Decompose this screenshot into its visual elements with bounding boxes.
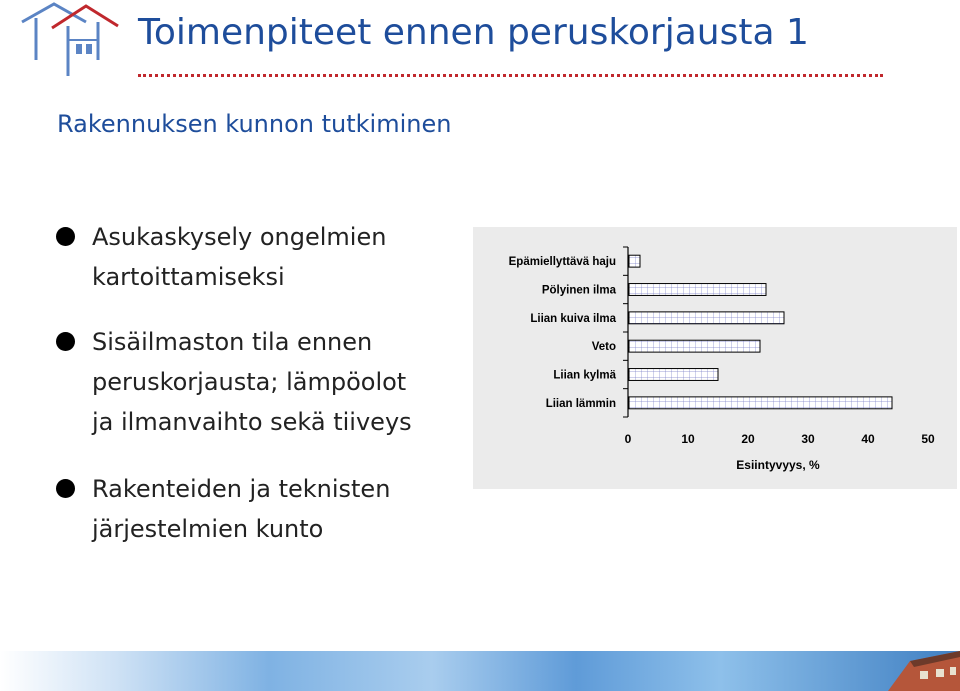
x-tick-label: 0	[624, 432, 632, 446]
bar	[629, 397, 892, 409]
x-tick-label: 10	[681, 432, 695, 446]
bullet-line: ja ilmanvaihto sekä tiiveys	[92, 408, 412, 436]
footer-banner	[0, 651, 960, 691]
chart-panel	[473, 227, 957, 489]
bullet-text	[92, 217, 386, 297]
y-tick-label: Liian kuiva ilma	[530, 312, 616, 325]
bullet-line: kartoittamiseksi	[92, 263, 285, 291]
y-tick-label: Epämiellyttävä haju	[508, 256, 616, 269]
x-axis-label: Esiintyvyys, %	[736, 458, 820, 472]
bar-chart	[473, 227, 957, 489]
bullet-text	[92, 469, 390, 549]
slide-title: Toimenpiteet ennen peruskorjausta 1	[138, 12, 809, 53]
x-tick-label: 20	[741, 432, 755, 446]
y-tick-label: Veto	[591, 341, 616, 354]
bar	[629, 369, 718, 381]
x-tick-label: 30	[801, 432, 815, 446]
bullet-line: Sisäilmaston tila ennen	[92, 328, 373, 356]
slide-subtitle: Rakennuksen kunnon tutkiminen	[57, 110, 452, 138]
bar	[629, 312, 784, 324]
y-tick-label: Liian kylmä	[553, 369, 616, 382]
building-photo-icon	[880, 651, 960, 691]
bullet-dot-icon	[56, 332, 75, 351]
bullet-line: Rakenteiden ja teknisten	[92, 475, 391, 503]
bar	[629, 255, 640, 267]
x-tick-label: 40	[861, 432, 875, 446]
bullet-line: Asukaskysely ongelmien	[92, 223, 387, 251]
bar	[629, 284, 766, 296]
bullet-dot-icon	[56, 227, 75, 246]
bullet-line: peruskorjausta; lämpöolot	[92, 368, 407, 396]
y-tick-label: Liian lämmin	[545, 397, 616, 410]
x-tick-label: 50	[921, 432, 935, 446]
house-logo-icon	[14, 0, 124, 76]
bullet-line: järjestelmien kunto	[92, 515, 324, 543]
y-tick-label: Pölyinen ilma	[541, 284, 616, 297]
title-divider	[138, 74, 883, 77]
bar	[629, 340, 760, 352]
bullet-text	[92, 322, 412, 442]
bullet-dot-icon	[56, 479, 75, 498]
